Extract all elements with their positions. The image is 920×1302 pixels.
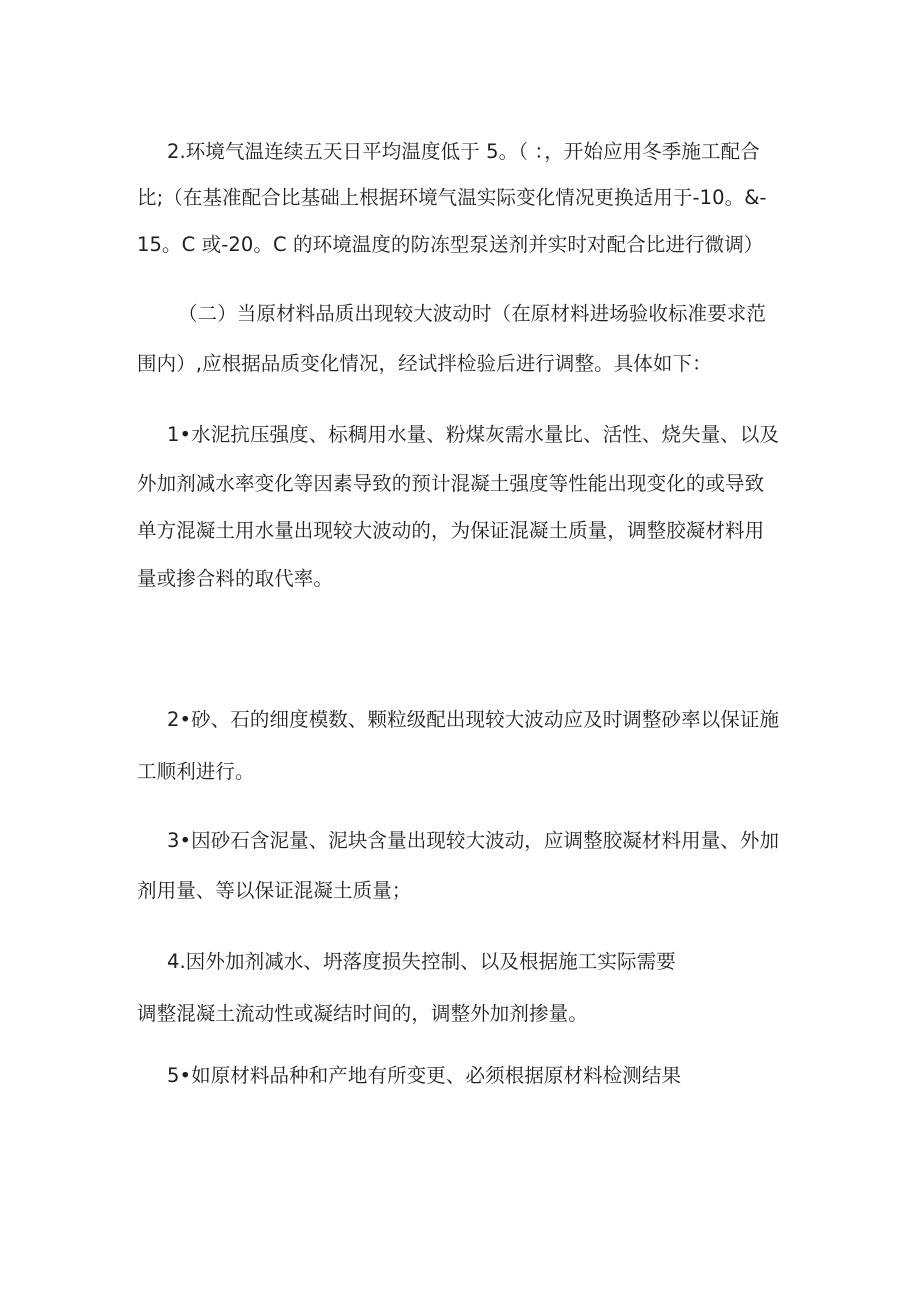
text-line: 外加剂减水率变化等因素导致的预计混凝土强度等性能出现变化的或导致 xyxy=(137,472,765,495)
text-line: 15。C 或-20。C 的环境温度的防冻型泵送剂并实时对配合比进行微调） xyxy=(137,233,764,256)
text-line: 2•砂、石的细度模数、颗粒级配出现较大波动应及时调整砂率以保证施 xyxy=(167,708,780,731)
text-line: 3•因砂石含泥量、泥块含量出现较大波动，应调整胶凝材料用量、外加 xyxy=(167,829,780,852)
text-line: 工顺利进行。 xyxy=(137,760,255,783)
text-line: 1•水泥抗压强度、标稠用水量、粉煤灰需水量比、活性、烧失量、以及 xyxy=(167,423,780,446)
text-line: 剂用量、等以保证混凝土质量； xyxy=(137,879,412,902)
text-line: 4.因外加剂减水、坍落度损失控制、以及根据施工实际需要 xyxy=(167,950,676,973)
text-line: 围内）,应根据品质变化情况，经试拌检验后进行调整。具体如下： xyxy=(137,352,712,375)
text-line: 单方混凝土用水量出现较大波动的，为保证混凝土质量，调整胶凝材料用 xyxy=(137,519,765,542)
text-line: 2.环境气温连续五天日平均温度低于 5。（ ：，开始应用冬季施工配合 xyxy=(167,140,760,163)
text-line: 5•如原材料品种和产地有所变更、必须根据原材料检测结果 xyxy=(167,1064,682,1087)
text-line: （二）当原材料品质出现较大波动时（在原材料进场验收标准要求范 xyxy=(178,302,767,325)
text-line: 比;（在基准配合比基础上根据环境气温实际变化情况更换适用于-10。&- xyxy=(137,186,767,209)
text-line: 量或掺合料的取代率。 xyxy=(137,567,334,590)
text-line: 调整混凝土流动性或凝结时间的，调整外加剂掺量。 xyxy=(137,1002,588,1025)
